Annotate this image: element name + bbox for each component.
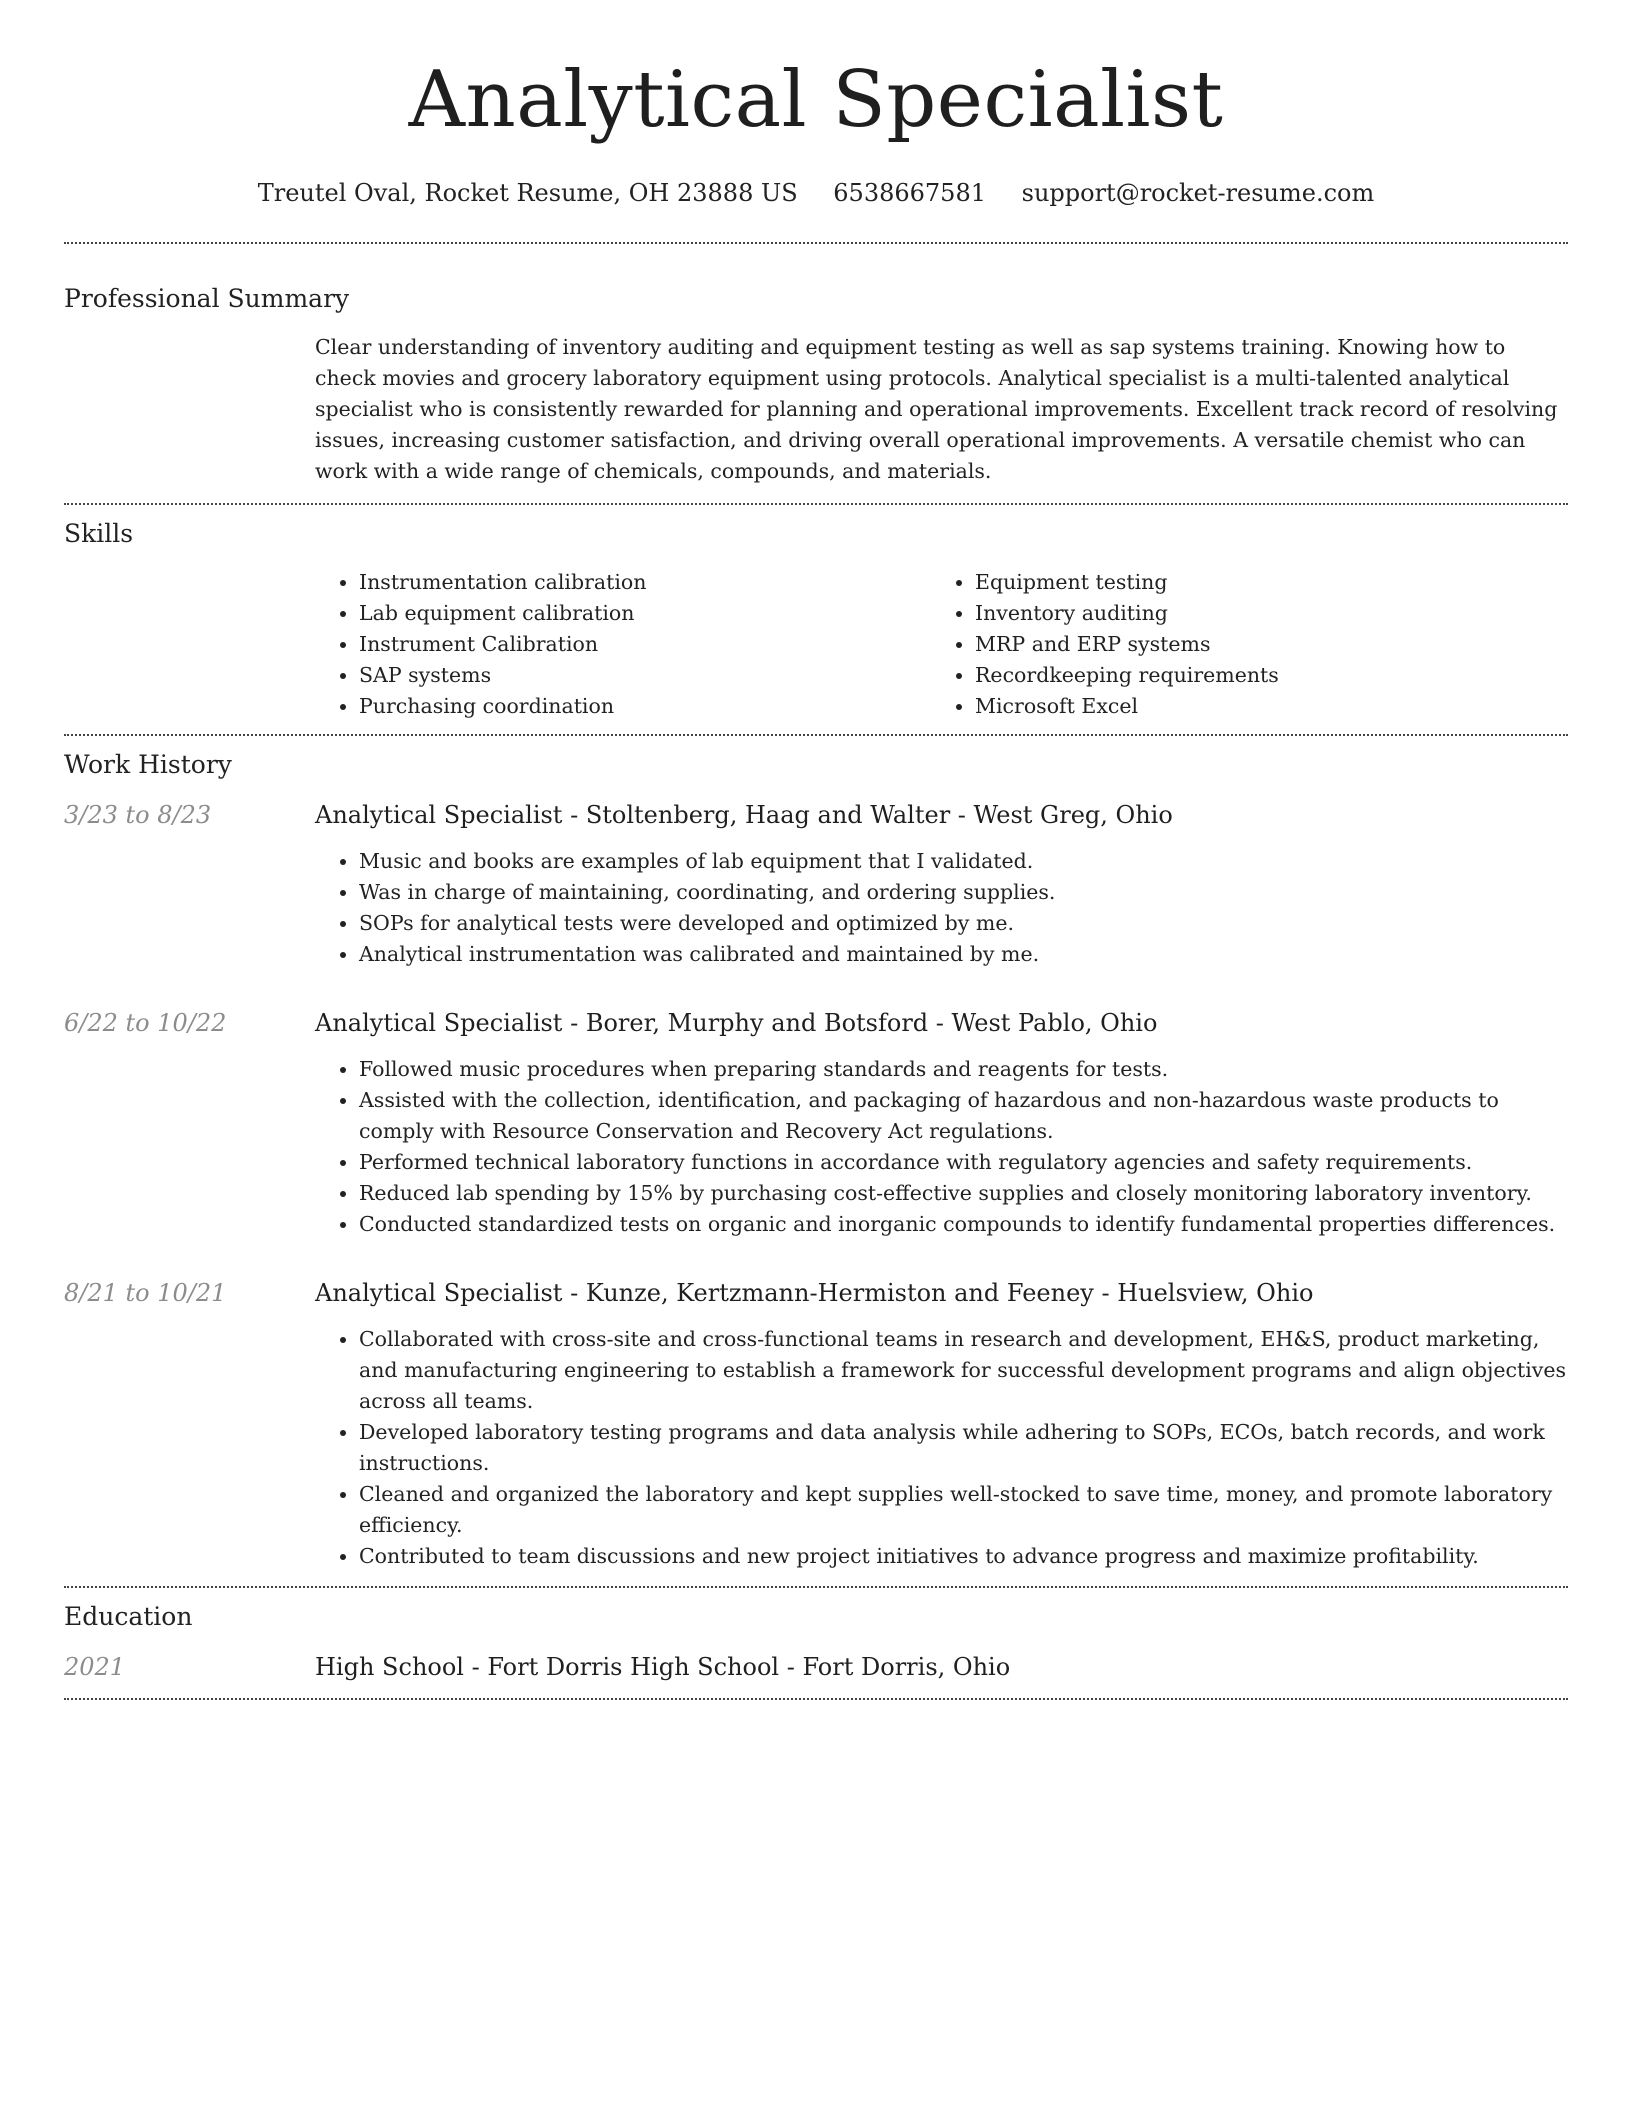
job-bullet: • Developed laboratory testing programs and data analysis while adhering to SOPs, ECOs, batch records, and work instructions. — [359, 1417, 1568, 1479]
job-bullet: • Contributed to team discussions and new project initiatives to advance progress and maximize profitability. — [359, 1541, 1568, 1572]
skill-item: • Lab equipment calibration — [359, 598, 931, 629]
skill-item: • Purchasing coordination — [359, 691, 931, 722]
job-bullets — [315, 1054, 1568, 1240]
education-details — [315, 1650, 1568, 1684]
contact-phone: 6538667581 — [833, 179, 986, 207]
job-bullets — [315, 1324, 1568, 1572]
skill-item: • Instrument Calibration — [359, 629, 931, 660]
education-heading: Education — [64, 1602, 193, 1631]
job-heading: Analytical Specialist - Borer, Murphy and Botsford - West Pablo, Ohio — [315, 1009, 1158, 1037]
education-year: 2021 — [64, 1653, 126, 1681]
skill-item: • Equipment testing — [975, 567, 1547, 598]
skills-heading: Skills — [64, 519, 134, 548]
divider — [64, 1586, 1568, 1588]
job-details — [315, 1006, 1568, 1240]
job-dates: 6/22 to 10/22 — [64, 1009, 227, 1037]
candidate-name: Analytical Specialist — [408, 55, 1224, 145]
job-bullet: • Music and books are examples of lab equipment that I validated. — [359, 846, 1568, 877]
contact-address: Treutel Oval, Rocket Resume, OH 23888 US — [257, 179, 798, 207]
job-bullet: • Was in charge of maintaining, coordinating, and ordering supplies. — [359, 877, 1568, 908]
job-bullet: • SOPs for analytical tests were developed and optimized by me. — [359, 908, 1568, 939]
resume-header — [64, 0, 1568, 210]
skill-item: • MRP and ERP systems — [975, 629, 1547, 660]
skills-column-right — [931, 567, 1547, 722]
education-heading-line: High School - Fort Dorris High School - Fort Dorris, Ohio — [315, 1653, 1011, 1681]
job-bullet: • Performed technical laboratory functions in accordance with regulatory agencies and safety requirements. — [359, 1147, 1568, 1178]
skill-item: • SAP systems — [359, 660, 931, 691]
job-heading: Analytical Specialist - Stoltenberg, Haag and Walter - West Greg, Ohio — [315, 801, 1173, 829]
skill-item: • Recordkeeping requirements — [975, 660, 1547, 691]
divider — [64, 734, 1568, 736]
divider — [64, 1698, 1568, 1700]
skill-item: • Instrumentation calibration — [359, 567, 931, 598]
job-bullet: • Cleaned and organized the laboratory and kept supplies well-stocked to save time, money, and promote laboratory efficiency. — [359, 1479, 1568, 1541]
job-bullet: • Conducted standardized tests on organic and inorganic compounds to identify fundamental properties differences. — [359, 1209, 1568, 1240]
job-details — [315, 1276, 1568, 1572]
skills-list — [315, 567, 1568, 722]
skill-item: • Microsoft Excel — [975, 691, 1547, 722]
divider — [64, 503, 1568, 505]
work-history-heading: Work History — [64, 750, 232, 779]
job-bullets — [315, 846, 1568, 970]
divider — [64, 242, 1568, 244]
skills-column-left — [315, 567, 931, 722]
summary-text: Clear understanding of inventory auditing and equipment testing as well as sap systems training. Knowing how to check movies and grocery laboratory equipment using protocols. Analytical specialist is a multi-talented analytical specialist who is consistently rewarded for planning and operational improvements. Excellent track record of resolving issues, increasing customer satisfaction, and driving overall operational improvements. A versatile chemist who can work with a wide range of chemicals, compounds, and materials. — [315, 335, 1558, 483]
job-bullet: • Reduced lab spending by 15% by purchasing cost-effective supplies and closely monitoring laboratory inventory. — [359, 1178, 1568, 1209]
job-bullet: • Assisted with the collection, identification, and packaging of hazardous and non-hazardous waste products to comply with Resource Conservation and Recovery Act regulations. — [359, 1085, 1568, 1147]
education-entry — [64, 1650, 1568, 1684]
job-bullet: • Analytical instrumentation was calibrated and maintained by me. — [359, 939, 1568, 970]
summary-heading: Professional Summary — [64, 284, 350, 313]
job-entry — [64, 1276, 1568, 1572]
job-heading: Analytical Specialist - Kunze, Kertzmann-Hermiston and Feeney - Huelsview, Ohio — [315, 1279, 1314, 1307]
contact-email: support@rocket-resume.com — [1021, 179, 1375, 207]
job-entry — [64, 798, 1568, 970]
job-bullet: • Followed music procedures when preparing standards and reagents for tests. — [359, 1054, 1568, 1085]
job-bullet: • Collaborated with cross-site and cross-functional teams in research and development, EH&S, product marketing, and manufacturing engineering to establish a framework for successful development programs and align objectives across all teams. — [359, 1324, 1568, 1417]
job-dates: 8/21 to 10/21 — [64, 1279, 227, 1307]
job-details — [315, 798, 1568, 970]
skill-item: • Inventory auditing — [975, 598, 1547, 629]
job-dates: 3/23 to 8/23 — [64, 801, 212, 829]
contact-line — [64, 176, 1568, 210]
job-entry — [64, 1006, 1568, 1240]
